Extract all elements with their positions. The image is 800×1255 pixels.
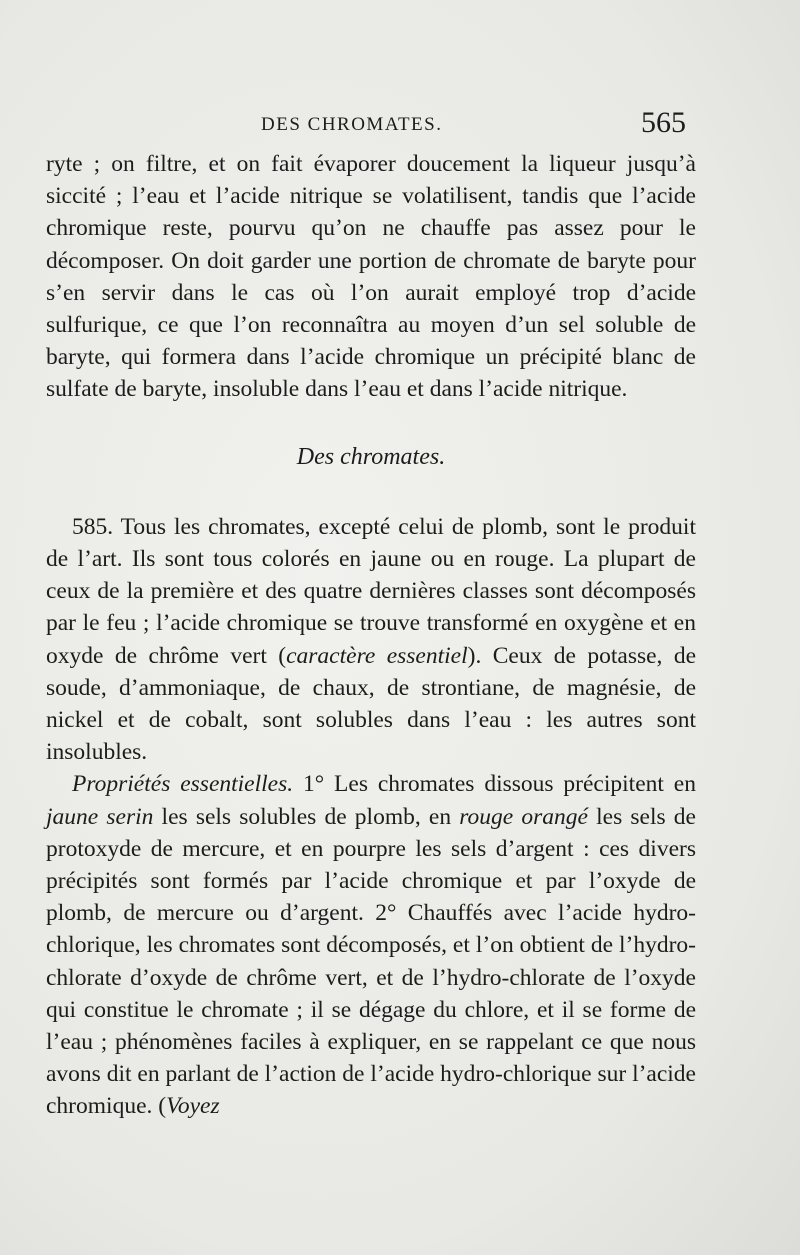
italic-run: Voyez: [166, 1093, 220, 1120]
italic-run: rouge orangé: [459, 803, 588, 830]
page-header: [46, 106, 686, 142]
italic-run: Propriétés essentielles.: [72, 771, 294, 798]
text-run: les sels solubles de plomb, en: [153, 803, 460, 830]
paragraph-proprietes: [46, 768, 696, 1122]
text-run: ). Ceux de potasse, de soude, d’ammoniaque, de chaux, de strontiane, de magnésie, de nickel et de cobalt, sont solubles dans l’eau : les autres sont insolubles.: [46, 642, 697, 766]
text-run: les sels de protoxyde de mercure, et en pourpre les sels d’argent : ces divers précipités sont formés par l’acide chromique et par l’oxyde de plomb, de mercure ou d’argent. 2° Chauffés avec l’acide hydro-chlorique, les chromates sont décomposés, et l’on obtient de l’hydro-chlorate d’oxyde de chrôme vert, et de l’hydro-chlorate de l’oxyde qui constitue le chromate ; il se dégage du chlore, et il se forme de l’eau ; phénomènes faciles à expliquer, en se rappelant ce que nous avons dit en parlant de l’action de l’acide hydro-chlorique sur l’acide chromique. (: [46, 803, 696, 1120]
page-number: 565: [641, 106, 686, 139]
paragraph-585: [46, 511, 696, 769]
section-title: Des chromates.: [296, 443, 446, 470]
text-run: 1° Les chromates dissous précipitent en: [293, 771, 696, 798]
paragraph-continuation: ryte ; on filtre, et on fait évaporer doucement la liqueur jusqu’à siccité ; l’eau et l’acide nitrique se volatilisent, tandis que l’acide chromique reste, pourvu qu’on ne chauffe pas assez pour le décomposer. On doit garder une portion de chromate de baryte pour s’en servir dans le cas où l’on aurait employé trop d’acide sulfurique, ce que l’on reconnaîtra au moyen d’un sel soluble de baryte, qui formera dans l’acide chromique un précipité blanc de sulfate de baryte, insoluble dans l’eau et dans l’acide nitrique.: [46, 151, 696, 403]
italic-run: caractère essentiel: [286, 642, 468, 669]
running-head: DES CHROMATES.: [261, 114, 443, 135]
text-run: 585. Tous les chromates, excepté celui de plomb, sont le produit de l’art. Ils sont tous colorés en jaune ou en rouge. La plupart de ceux de la première et des quatre dernières classes sont décomposés par le feu ; l’acide chromique se trouve transformé en oxygène et en oxyde de chrôme vert (: [46, 513, 696, 669]
body-text: [46, 148, 696, 1123]
italic-run: jaune serin: [46, 803, 154, 830]
